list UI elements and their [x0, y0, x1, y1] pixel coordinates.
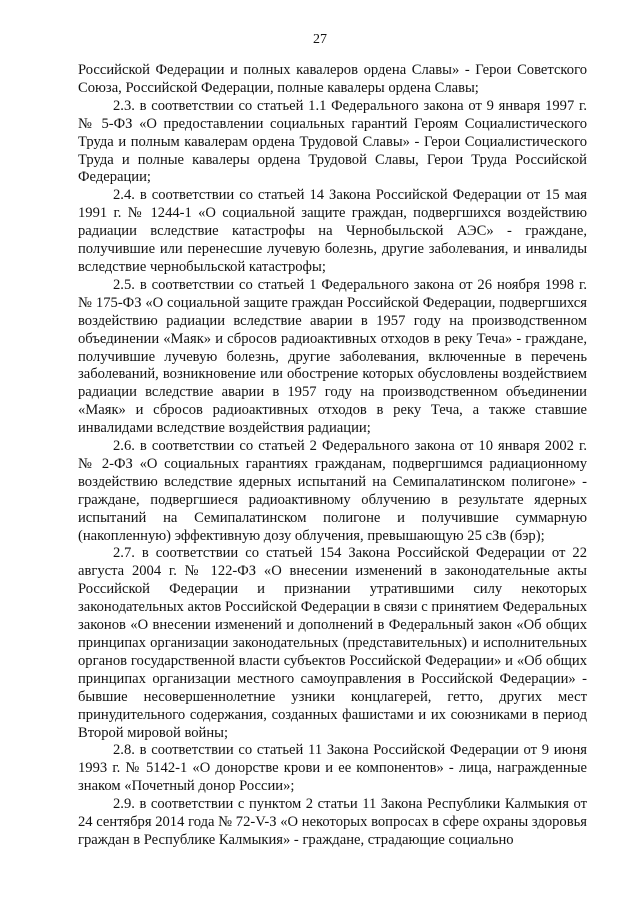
page-number: 27 [313, 32, 327, 47]
document-body [78, 62, 587, 850]
paragraph-2-9: 2.9. в соответствии с пунктом 2 статьи 11 Закона Республики Калмыкия от 24 сентября 2014 года № 72-V-З «О некоторых вопросах в сфере охраны здоровья граждан в Республике Калмыкия» - граждане, страдающие социально [78, 796, 587, 848]
paragraph-2-7: 2.7. в соответствии со статьей 154 Закона Российской Федерации от 22 августа 2004 г. № 122-ФЗ «О внесении изменений в законодательные акты Российской Федерации и признании утратившими силу некоторых законодательных актов Российской Федерации в связи с принятием Федеральных законов «О внесении изменений и дополнений в Федеральный закон «Об общих принципах организации законодательных (представительных) и исполнительных органов государственной власти субъектов Российской Федерации» и «Об общих принципах организации местного самоуправления в Российской Федерации» - бывшие несовершеннолетние узники концлагерей, гетто, других мест принудительного содержания, созданных фашистами и их союзниками в период Второй мировой войны; [78, 545, 587, 741]
paragraph-continuation: Российской Федерации и полных кавалеров ордена Славы» - Герои Советского Союза, Российской Федерации, полные кавалеры ордена Славы; [78, 62, 587, 96]
paragraph-2-5: 2.5. в соответствии со статьей 1 Федерального закона от 26 ноября 1998 г. № 175-ФЗ «О социальной защите граждан Российской Федерации, подвергшихся воздействию радиации вследствие аварии в 1957 году на производственном объединении «Маяк» и сбросов радиоактивных отходов в реку Теча» - граждане, получившие лучевую болезнь, другие заболевания, включенные в перечень заболеваний, возникновение или обострение которых обусловлены воздействием радиации вследствие аварии в 1957 году на производственном объединении «Маяк» и сбросов радиоактивных отходов в реку Теча, а также ставшие инвалидами вследствие воздействия радиации; [78, 276, 587, 437]
paragraph-2-4: 2.4. в соответствии со статьей 14 Закона Российской Федерации от 15 мая 1991 г. № 1244-1 «О социальной защите граждан, подвергшихся воздействию радиации вследствие катастрофы на Чернобыльской АЭС» - граждане, получившие или перенесшие лучевую болезнь, другие заболевания, и инвалиды вследствие чернобыльской катастрофы; [78, 187, 587, 275]
paragraph-2-3: 2.3. в соответствии со статьей 1.1 Федерального закона от 9 января 1997 г. № 5-ФЗ «О предоставлении социальных гарантий Героям Социалистического Труда и полным кавалерам ордена Трудовой Славы» - Герои Социалистического Труда и полные кавалеры ордена Трудовой Славы, Герои Труда Российской Федерации; [78, 97, 587, 186]
paragraph-2-8: 2.8. в соответствии со статьей 11 Закона Российской Федерации от 9 июня 1993 г. № 5142-1 «О донорстве крови и ее компонентов» - лица, награжденные знаком «Почетный донор России»; [78, 742, 587, 795]
paragraph-2-6: 2.6. в соответствии со статьей 2 Федерального закона от 10 января 2002 г. № 2-ФЗ «О социальных гарантиях гражданам, подвергшимся радиационному воздействию вследствие ядерных испытаний на Семипалатинском полигоне» - граждане, подвергшиеся радиоактивному облучению в результате ядерных испытаний на Семипалатинском полигоне и получившие суммарную (накопленную) эффективную дозу облучения, превышающую 25 сЗв (бэр); [78, 438, 587, 544]
